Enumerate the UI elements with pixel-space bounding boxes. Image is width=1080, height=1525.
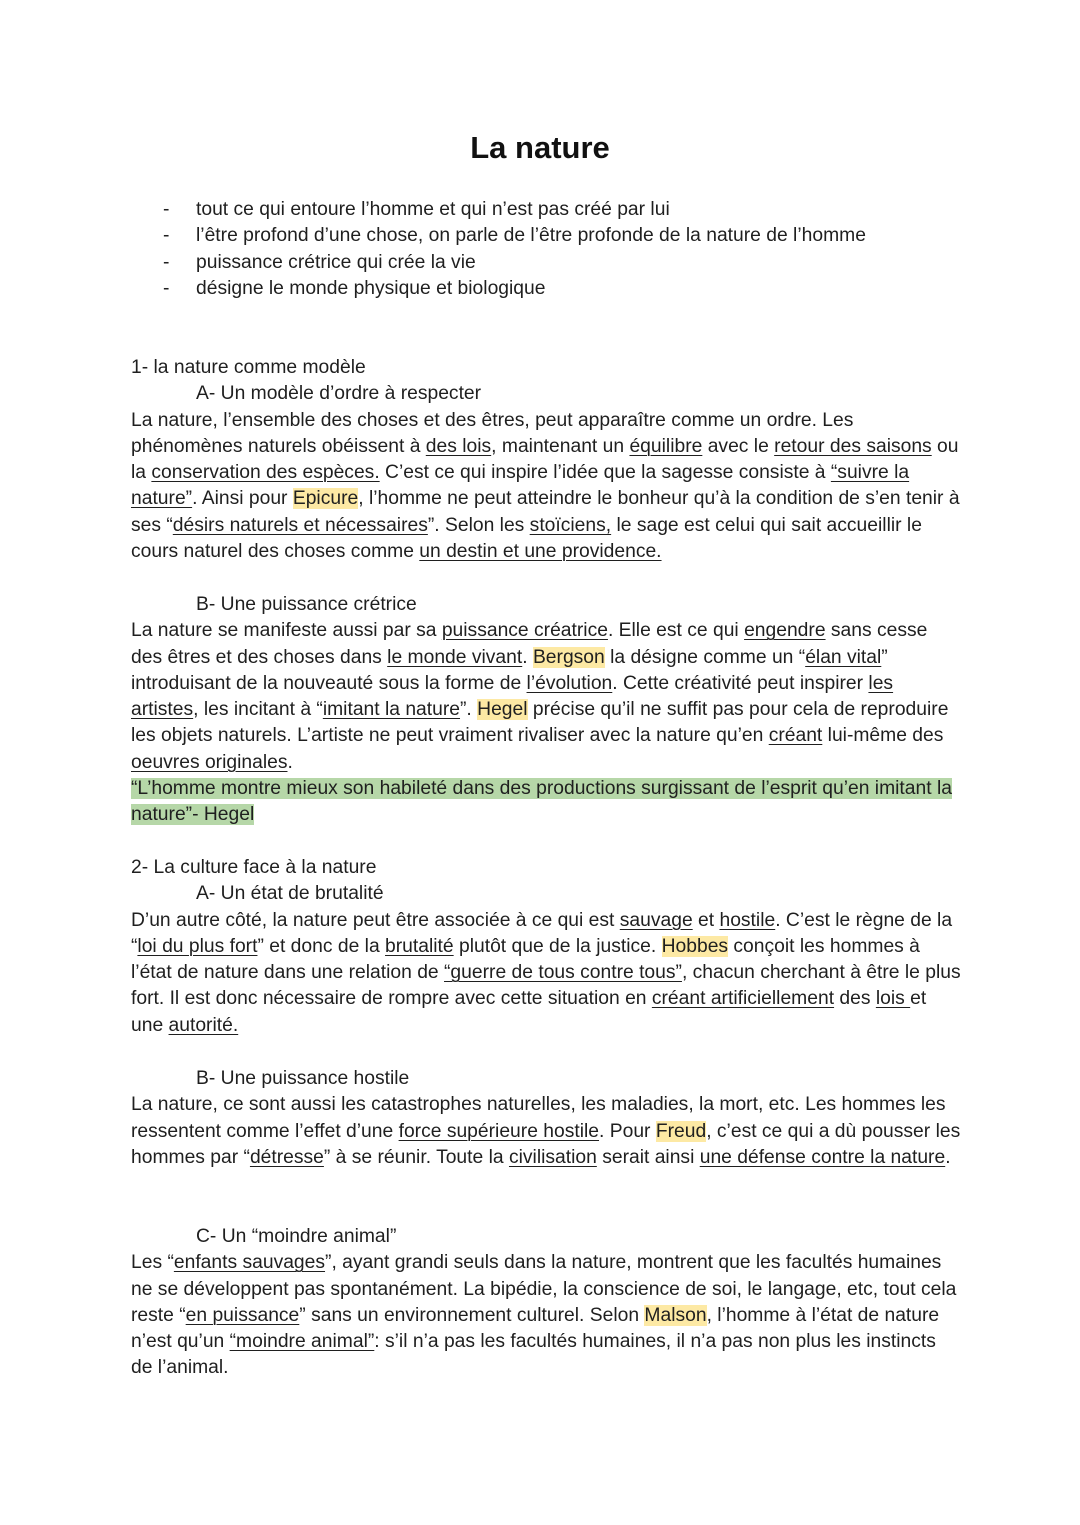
subsection-2c bbox=[131, 1224, 961, 1382]
hegel-quote: “L’homme montre mieux son habileté dans des productions surgissant de l’esprit qu’en imitant la nature”- Hegel bbox=[131, 778, 952, 826]
subsection-1b bbox=[131, 592, 961, 829]
section-1-heading: 1- la nature comme modèle bbox=[131, 357, 366, 378]
highlight-hegel: Hegel bbox=[477, 699, 528, 721]
subsection-2b bbox=[131, 1066, 961, 1171]
subsection-1b-paragraph: La nature se manifeste aussi par sa puissance créatrice. Elle est ce qui engendre sans cesse des êtres et des choses dans le monde vivant. Bergson la désigne comme un “élan vital” introduisant de la nouveauté sous la forme de l’évolution. Cette créativité peut inspirer les artistes, les incitant à “imitant la nature”. Hegel précise qu’il ne suffit pas pour cela de reproduire les objets naturels. L’artiste ne peut vraiment rivaliser avec la nature qu’en créant lui-même des oeuvres originales. bbox=[131, 620, 949, 773]
list-item: - désigne le monde physique et biologique bbox=[160, 276, 866, 302]
highlight-hobbes: Hobbes bbox=[661, 935, 729, 957]
list-item: - tout ce qui entoure l’homme et qui n’est pas créé par lui bbox=[160, 197, 866, 223]
section-2-heading: 2- La culture face à la nature bbox=[131, 857, 377, 878]
subsection-2b-heading: B- Une puissance hostile bbox=[196, 1068, 410, 1089]
subsection-2c-paragraph: Les “enfants sauvages”, ayant grandi seuls dans la nature, montrent que les facultés humaines ne se développent pas spontanément. La bipédie, la conscience de soi, le langage, etc, tout cela reste “en puissance” sans un environnement culturel. Selon Malson, l’homme à l’état de nature n’est qu’un “moindre animal”: s’il n’a pas les facultés humaines, il n’a pas non plus les instincts de l’animal. bbox=[131, 1252, 957, 1379]
subsection-1a-paragraph: La nature, l’ensemble des choses et des êtres, peut apparaître comme un ordre. Les phénomènes naturels obéissent à des lois, maintenant un équilibre avec le retour des saisons ou la conservation des espèces. C’est ce qui inspire l’idée que la sagesse consiste à “suivre la nature”. Ainsi pour Epicure, l’homme ne peut atteindre le bonheur qu’à la condition de s’en tenir à ses “désirs naturels et nécessaires”. Selon les stoïciens, le sage est celui qui sait accueillir le cours naturel des choses comme un destin et une providence. bbox=[131, 409, 960, 563]
subsection-2b-paragraph: La nature, ce sont aussi les catastrophes naturelles, les maladies, la mort, etc. Les hommes les ressentent comme l’effet d’une force supérieure hostile. Pour Freud, c’est ce qui a dù pousser les hommes par “détresse” à se réunir. Toute la civilisation serait ainsi une défense contre la nature. bbox=[131, 1094, 961, 1168]
list-item: - l’être profond d’une chose, on parle de l’être profonde de la nature de l’homme bbox=[160, 223, 866, 249]
definition-list bbox=[160, 197, 866, 302]
section-2 bbox=[131, 855, 961, 1039]
subsection-2a-paragraph: D’un autre côté, la nature peut être associée à ce qui est sauvage et hostile. C’est le règne de la “loi du plus fort” et donc de la brutalité plutôt que de la justice. Hobbes conçoit les hommes à l’état de nature dans une relation de “guerre de tous contre tous”, chacun cherchant à être le plus fort. Il est donc nécessaire de rompre avec cette situation en créant artificiellement des lois et une autorité. bbox=[131, 909, 961, 1036]
section-1 bbox=[131, 355, 961, 565]
highlight-bergson: Bergson bbox=[532, 646, 605, 668]
subsection-1a-heading: A- Un modèle d’ordre à respecter bbox=[196, 383, 482, 405]
subsection-2c-heading: C- Un “moindre animal” bbox=[196, 1226, 397, 1247]
list-item: - puissance crétrice qui crée la vie bbox=[160, 250, 866, 276]
page-title: La nature bbox=[470, 130, 610, 165]
subsection-2a-heading: A- Un état de brutalité bbox=[196, 883, 384, 905]
highlight-epicure: Epicure bbox=[292, 488, 359, 510]
highlight-malson: Malson bbox=[644, 1304, 707, 1326]
subsection-1b-heading: B- Une puissance crétrice bbox=[196, 594, 417, 615]
highlight-freud: Freud bbox=[655, 1120, 707, 1142]
